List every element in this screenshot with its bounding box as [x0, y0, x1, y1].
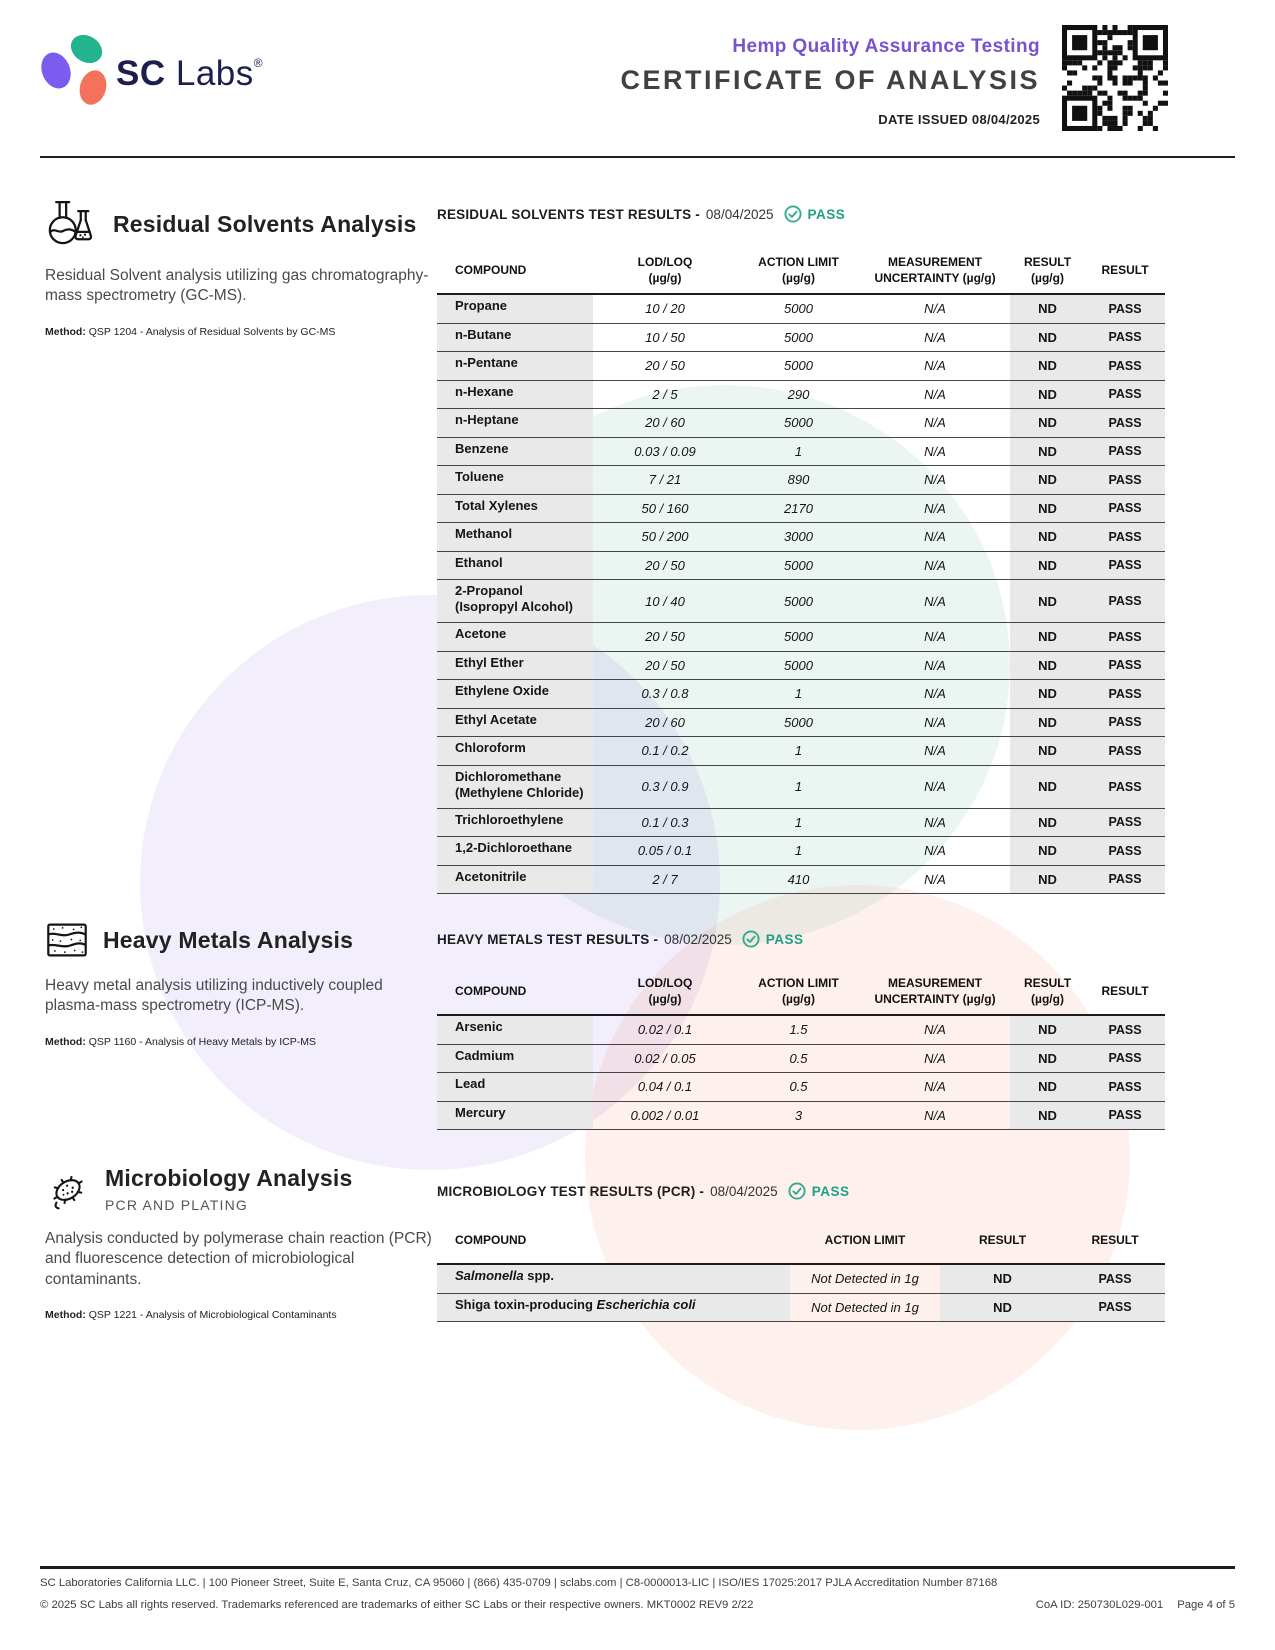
uncertainty-value: N/A — [924, 472, 946, 488]
date-issued: DATE ISSUED 08/04/2025 — [878, 112, 1040, 127]
action-limit-value: 1 — [794, 686, 803, 702]
pass-status: PASS — [1085, 1073, 1165, 1101]
footer-lab-info: SC Laboratories California LLC. | 100 Pioneer Street, Suite E, Santa Cruz, CA 95060 | (866) 435-0709 | sclabs.com | C8-0000013-LIC | ISO/IES 17025:2017 PJLA Accreditation Number 87168 — [40, 1577, 998, 1589]
section-microbiology — [45, 1165, 437, 1321]
uncertainty-value: N/A — [924, 1022, 946, 1038]
footer-coa-id: CoA ID: 250730L029-001 — [1035, 1599, 1164, 1611]
lod-loq-value: 20 / 50 — [645, 358, 685, 374]
section-subtitle: PCR AND PLATING — [105, 1197, 248, 1213]
table-row — [437, 766, 1165, 809]
table-row — [437, 680, 1165, 709]
footer-coa-group — [1022, 1599, 1235, 1611]
logo-text — [116, 54, 263, 94]
method-line — [45, 1036, 437, 1048]
compound-name: Toluene — [437, 466, 593, 494]
result-value: ND — [1010, 680, 1085, 708]
lod-loq-value: 50 / 160 — [641, 500, 689, 516]
logo-text-sc: SC — [116, 54, 166, 93]
header-divider — [40, 156, 1235, 158]
pass-status: PASS — [1085, 409, 1165, 437]
compound-name: Shiga toxin-producing Escherichia coli — [437, 1294, 790, 1322]
table-row — [437, 837, 1165, 866]
column-header: RESULT — [1091, 1233, 1139, 1248]
result-value: ND — [1010, 381, 1085, 409]
lod-loq-value: 10 / 40 — [645, 593, 685, 609]
footer-legal — [40, 1599, 1235, 1611]
action-limit-value: 290 — [787, 386, 810, 402]
table-row — [437, 381, 1165, 410]
uncertainty-value: N/A — [924, 686, 946, 702]
microbiology-table — [437, 1219, 1165, 1322]
compound-name: Arsenic — [437, 1016, 593, 1044]
compound-name: Ethylene Oxide — [437, 680, 593, 708]
action-limit-value: 890 — [787, 472, 810, 488]
result-value: ND — [1010, 580, 1085, 622]
result-value: ND — [1010, 623, 1085, 651]
uncertainty-value: N/A — [924, 1107, 946, 1123]
section-description: Residual Solvent analysis utilizing gas chromatography-mass spectrometry (GC-MS). — [45, 267, 429, 305]
uncertainty-value: N/A — [924, 1079, 946, 1095]
pass-status: PASS — [1085, 1045, 1165, 1073]
table-row — [437, 1016, 1165, 1045]
uncertainty-value: N/A — [924, 443, 946, 459]
result-value: ND — [1010, 295, 1085, 323]
compound-name: Ethyl Acetate — [437, 709, 593, 737]
action-limit-value: 5000 — [784, 358, 813, 374]
compound-name: Acetonitrile — [437, 866, 593, 894]
column-header: ACTION LIMIT — [824, 1233, 906, 1248]
pass-status: PASS — [1065, 1265, 1165, 1293]
compound-name: Acetone — [437, 623, 593, 651]
table-row — [437, 409, 1165, 438]
heavy-metals-results — [437, 930, 1165, 1130]
pass-status: PASS — [1085, 295, 1165, 323]
action-limit-value: 2170 — [784, 500, 813, 516]
footer-divider — [40, 1566, 1235, 1569]
lod-loq-value: 0.03 / 0.09 — [634, 443, 696, 459]
pass-status: PASS — [1085, 866, 1165, 894]
lod-loq-value: 10 / 50 — [645, 329, 685, 345]
action-limit-value: 1 — [794, 843, 803, 859]
residual-solvents-results — [437, 205, 1165, 894]
compound-name: 2-Propanol (Isopropyl Alcohol) — [437, 580, 593, 622]
action-limit-value: 5000 — [784, 657, 813, 673]
table-row — [437, 652, 1165, 681]
results-title-date: 08/04/2025 — [705, 206, 774, 222]
uncertainty-value: N/A — [924, 629, 946, 645]
pass-status: PASS — [1085, 495, 1165, 523]
action-limit-value: 1 — [794, 443, 803, 459]
header-titles — [380, 36, 1040, 127]
pass-status: PASS — [1085, 552, 1165, 580]
flask-icon — [45, 198, 99, 250]
table-header-row — [437, 1219, 1165, 1265]
lod-loq-value: 0.05 / 0.1 — [637, 843, 693, 859]
pass-status: PASS — [1085, 623, 1165, 651]
method-label: Method: — [45, 1035, 86, 1048]
result-value: ND — [1010, 1016, 1085, 1044]
uncertainty-value: N/A — [924, 415, 946, 431]
column-header: LOD/LOQ (µg/g) — [637, 976, 693, 1006]
action-limit-value: 0.5 — [789, 1079, 808, 1095]
table-row — [437, 523, 1165, 552]
pass-status: PASS — [1085, 381, 1165, 409]
result-value: ND — [1010, 837, 1085, 865]
results-title-date: 08/02/2025 — [664, 931, 732, 947]
column-header: LOD/LOQ (µg/g) — [637, 255, 693, 285]
action-limit-value: 0.5 — [789, 1050, 808, 1066]
result-value: ND — [1010, 737, 1085, 765]
table-row — [437, 552, 1165, 581]
results-table-title — [437, 205, 1165, 223]
pass-status: PASS — [1085, 709, 1165, 737]
uncertainty-value: N/A — [924, 301, 946, 317]
result-value: ND — [1010, 866, 1085, 894]
compound-name: Lead — [437, 1073, 593, 1101]
pass-status: PASS — [1085, 352, 1165, 380]
table-row — [437, 295, 1165, 324]
action-limit-value: 5000 — [784, 557, 813, 573]
result-value: ND — [1010, 809, 1085, 837]
uncertainty-value: N/A — [924, 779, 946, 794]
microbiology-results — [437, 1182, 1165, 1322]
result-value: ND — [1010, 409, 1085, 437]
pass-status: PASS — [1085, 809, 1165, 837]
table-row — [437, 466, 1165, 495]
compound-name: Mercury — [437, 1102, 593, 1130]
pass-status: PASS — [1085, 1102, 1165, 1130]
action-limit-value: 1 — [794, 779, 803, 794]
lod-loq-value: 0.1 / 0.3 — [641, 814, 689, 830]
lod-loq-value: 20 / 60 — [645, 714, 685, 730]
action-limit-value: 5000 — [784, 329, 813, 345]
lod-loq-value: 20 / 50 — [645, 657, 685, 673]
lod-loq-value: 20 / 50 — [645, 629, 685, 645]
compound-name: Total Xylenes — [437, 495, 593, 523]
logo-text-labs: Labs — [175, 54, 254, 93]
pass-status: PASS — [1085, 837, 1165, 865]
table-row — [437, 1073, 1165, 1102]
table-row — [437, 324, 1165, 353]
results-title-date: 08/04/2025 — [710, 1183, 778, 1199]
registered-mark: ® — [253, 56, 264, 70]
result-value: ND — [940, 1294, 1065, 1322]
result-value: ND — [1010, 552, 1085, 580]
uncertainty-value: N/A — [924, 529, 946, 545]
lod-loq-value: 0.3 / 0.8 — [641, 686, 689, 702]
action-limit-value: 5000 — [784, 415, 813, 431]
column-header: MEASUREMENT UNCERTAINTY (µg/g) — [874, 255, 996, 285]
document-title: CERTIFICATE OF ANALYSIS — [620, 65, 1040, 95]
footer-page-number: Page 4 of 5 — [1177, 1599, 1235, 1611]
method-label: Method: — [45, 325, 86, 338]
residual-solvents-table — [437, 249, 1165, 894]
uncertainty-value: N/A — [924, 329, 946, 345]
section-title: Microbiology Analysis — [105, 1165, 353, 1191]
results-table-title — [437, 930, 1165, 948]
pass-status: PASS — [1085, 680, 1165, 708]
results-title-text: HEAVY METALS TEST RESULTS - — [437, 931, 659, 947]
method-text: QSP 1160 - Analysis of Heavy Metals by ICP-MS — [88, 1035, 316, 1048]
pass-status: PASS — [1085, 466, 1165, 494]
uncertainty-value: N/A — [924, 557, 946, 573]
pass-badge: PASS — [765, 931, 804, 947]
result-value: ND — [1010, 1102, 1085, 1130]
section-title: Residual Solvents Analysis — [113, 210, 417, 237]
uncertainty-value: N/A — [924, 743, 946, 759]
pass-status: PASS — [1085, 766, 1165, 808]
pass-status: PASS — [1085, 438, 1165, 466]
section-description: Heavy metal analysis utilizing inductively coupled plasma-mass spectrometry (ICP-MS). — [45, 977, 383, 1015]
lod-loq-value: 0.02 / 0.1 — [637, 1022, 693, 1038]
uncertainty-value: N/A — [924, 500, 946, 516]
result-value: ND — [1010, 324, 1085, 352]
method-text: QSP 1204 - Analysis of Residual Solvents by GC-MS — [88, 325, 336, 338]
compound-name: n-Pentane — [437, 352, 593, 380]
results-title-text: RESIDUAL SOLVENTS TEST RESULTS - — [437, 206, 700, 222]
table-row — [437, 495, 1165, 524]
compound-name: Methanol — [437, 523, 593, 551]
result-value: ND — [1010, 709, 1085, 737]
uncertainty-value: N/A — [924, 358, 946, 374]
results-table-title — [437, 1182, 1165, 1200]
result-value: ND — [1010, 466, 1085, 494]
result-value: ND — [1010, 652, 1085, 680]
uncertainty-value: N/A — [924, 593, 946, 609]
lod-loq-value: 7 / 21 — [648, 472, 682, 488]
result-value: ND — [1010, 523, 1085, 551]
result-value: ND — [1010, 1073, 1085, 1101]
result-value: ND — [1010, 438, 1085, 466]
action-limit-value: Not Detected in 1g — [811, 1271, 919, 1287]
table-row — [437, 352, 1165, 381]
section-title: Heavy Metals Analysis — [103, 926, 354, 953]
action-limit-value: 1 — [794, 743, 803, 759]
table-row — [437, 1102, 1165, 1131]
pass-status: PASS — [1085, 324, 1165, 352]
column-header: COMPOUND — [455, 263, 527, 278]
action-limit-value: 3000 — [784, 529, 813, 545]
pass-status: PASS — [1085, 737, 1165, 765]
pass-check-icon — [788, 1182, 806, 1200]
action-limit-value: 5000 — [784, 629, 813, 645]
column-header: RESULT — [978, 1233, 1027, 1248]
uncertainty-value: N/A — [924, 386, 946, 402]
pass-status: PASS — [1085, 1016, 1165, 1044]
compound-name: Benzene — [437, 438, 593, 466]
method-label: Method: — [45, 1309, 86, 1322]
lod-loq-value: 0.04 / 0.1 — [637, 1079, 693, 1095]
section-residual-solvents — [45, 198, 437, 338]
uncertainty-value: N/A — [924, 1050, 946, 1066]
pass-status: PASS — [1085, 523, 1165, 551]
uncertainty-value: N/A — [924, 871, 946, 887]
action-limit-value: Not Detected in 1g — [811, 1299, 919, 1315]
lod-loq-value: 0.02 / 0.05 — [634, 1050, 696, 1066]
action-limit-value: 5000 — [784, 593, 813, 609]
column-header: MEASUREMENT UNCERTAINTY (µg/g) — [874, 976, 996, 1006]
logo-blob-orange-icon — [76, 67, 111, 108]
uncertainty-value: N/A — [924, 814, 946, 830]
compound-name: Ethanol — [437, 552, 593, 580]
table-header-row — [437, 970, 1165, 1016]
qr-code — [1062, 24, 1168, 132]
column-header: ACTION LIMIT (µg/g) — [758, 976, 839, 1006]
method-text: QSP 1221 - Analysis of Microbiological Contaminants — [88, 1309, 337, 1322]
logo-blob-teal-icon — [66, 29, 108, 69]
action-limit-value: 1.5 — [789, 1022, 808, 1038]
method-line — [45, 1309, 437, 1321]
compound-name: Ethyl Ether — [437, 652, 593, 680]
lod-loq-value: 2 / 5 — [652, 386, 678, 402]
column-header: RESULT — [1101, 984, 1149, 999]
section-description: Analysis conducted by polymerase chain reaction (PCR) and fluorescence detection of microbiological contaminants. — [45, 1230, 432, 1288]
column-header: COMPOUND — [455, 1233, 527, 1248]
compound-name: Propane — [437, 295, 593, 323]
compound-name: Chloroform — [437, 737, 593, 765]
results-title-text: MICROBIOLOGY TEST RESULTS (PCR) - — [437, 1183, 705, 1199]
pass-badge: PASS — [807, 206, 846, 222]
action-limit-value: 410 — [787, 871, 810, 887]
result-value: ND — [940, 1265, 1065, 1293]
compound-name: Trichloroethylene — [437, 809, 593, 837]
lod-loq-value: 0.1 / 0.2 — [641, 743, 689, 759]
lod-loq-value: 20 / 50 — [645, 557, 685, 573]
uncertainty-value: N/A — [924, 657, 946, 673]
action-limit-value: 5000 — [784, 714, 813, 730]
lod-loq-value: 0.002 / 0.01 — [630, 1107, 700, 1123]
heavy-metals-table — [437, 970, 1165, 1130]
logo-blob-purple-icon — [36, 48, 76, 93]
column-header: RESULT (µg/g) — [1023, 976, 1072, 1006]
program-title: Hemp Quality Assurance Testing — [732, 36, 1040, 57]
table-row — [437, 866, 1165, 895]
lod-loq-value: 2 / 7 — [652, 871, 678, 887]
pass-check-icon — [784, 205, 802, 223]
pass-status: PASS — [1085, 580, 1165, 622]
pass-check-icon — [742, 930, 760, 948]
table-header-row — [437, 249, 1165, 295]
column-header: ACTION LIMIT (µg/g) — [758, 255, 839, 285]
metal-layers-icon — [45, 920, 89, 960]
action-limit-value: 5000 — [784, 301, 813, 317]
result-value: ND — [1010, 766, 1085, 808]
lod-loq-value: 20 / 60 — [645, 415, 685, 431]
table-row — [437, 623, 1165, 652]
table-row — [437, 809, 1165, 838]
pass-badge: PASS — [811, 1183, 850, 1199]
compound-name: 1,2-Dichloroethane — [437, 837, 593, 865]
column-header: RESULT (µg/g) — [1023, 255, 1072, 285]
table-row — [437, 709, 1165, 738]
pass-status: PASS — [1085, 652, 1165, 680]
result-value: ND — [1010, 352, 1085, 380]
compound-name: Salmonella spp. — [437, 1265, 790, 1293]
table-row — [437, 580, 1165, 623]
section-heavy-metals — [45, 920, 437, 1048]
column-header: RESULT — [1101, 263, 1149, 278]
result-value: ND — [1010, 495, 1085, 523]
column-header: COMPOUND — [455, 984, 527, 999]
pass-status: PASS — [1065, 1294, 1165, 1322]
action-limit-value: 1 — [794, 814, 803, 830]
compound-name: Cadmium — [437, 1045, 593, 1073]
lod-loq-value: 10 / 20 — [645, 301, 685, 317]
compound-name: n-Butane — [437, 324, 593, 352]
action-limit-value: 3 — [794, 1107, 803, 1123]
microbe-icon — [45, 1166, 91, 1212]
compound-name: Dichloromethane (Methylene Chloride) — [437, 766, 593, 808]
compound-name: n-Hexane — [437, 381, 593, 409]
table-row — [437, 1265, 1165, 1294]
table-row — [437, 737, 1165, 766]
result-value: ND — [1010, 1045, 1085, 1073]
table-row — [437, 1045, 1165, 1074]
footer-copyright: © 2025 SC Labs all rights reserved. Trademarks referenced are trademarks of either SC Labs or their respective owners. MKT0002 REV9 2/22 — [40, 1599, 754, 1611]
method-line — [45, 326, 437, 338]
uncertainty-value: N/A — [924, 714, 946, 730]
lod-loq-value: 50 / 200 — [641, 529, 689, 545]
compound-name: n-Heptane — [437, 409, 593, 437]
table-row — [437, 438, 1165, 467]
sclabs-logo — [40, 30, 380, 120]
lod-loq-value: 0.3 / 0.9 — [641, 779, 689, 794]
uncertainty-value: N/A — [924, 843, 946, 859]
table-row — [437, 1294, 1165, 1323]
